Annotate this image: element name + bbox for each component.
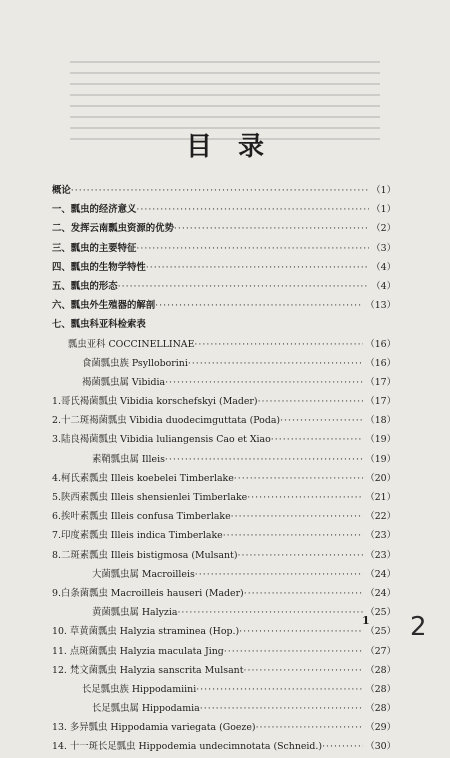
toc-entry-page: （23）	[365, 530, 396, 542]
toc-entry-label: 1.哥氏褐菌瓢虫 Vibidia korschefskyi (Mader)	[52, 396, 258, 408]
toc-entry-label: 食菌瓢虫族 Psylloborini	[82, 357, 188, 369]
dot-leader	[322, 741, 363, 752]
toc-entry	[52, 374, 396, 393]
toc-entry-label: 三、瓢虫的主要特征	[52, 242, 137, 254]
toc-entry-label: 13. 多异瓢虫 Hippodamia variegata (Goeze)	[52, 722, 256, 734]
toc-entry-label: 12. 梵文菌瓢虫 Halyzia sanscrita Mulsant	[52, 664, 244, 676]
toc-entry-label: 4.柯氏素瓢虫 Illeis koebelei Timberlake	[52, 472, 234, 484]
dot-leader	[195, 569, 364, 580]
toc-entry	[52, 604, 396, 623]
toc-entry-label: 五、瓢虫的形态	[52, 280, 118, 292]
dot-leader	[71, 185, 370, 196]
dot-leader	[155, 300, 363, 311]
toc-entry-page: （20）	[365, 472, 396, 484]
toc-entry	[52, 489, 396, 508]
toc-entry	[52, 412, 396, 431]
toc-entry-page: （3）	[371, 242, 396, 254]
dot-leader	[280, 415, 363, 426]
toc-entry	[52, 278, 396, 297]
toc-entry	[52, 681, 396, 700]
dot-leader	[174, 223, 369, 234]
toc-entry	[52, 508, 396, 527]
handwritten-number: 2	[410, 612, 427, 642]
toc-entry-page: （27）	[365, 645, 396, 657]
toc-entry-page: （4）	[371, 280, 396, 292]
dot-leader	[196, 684, 363, 695]
toc-entry-page: （17）	[365, 396, 396, 408]
toc-entry	[52, 297, 396, 316]
toc-entry-page: （28）	[365, 664, 396, 676]
toc-entry	[52, 355, 396, 374]
toc-entry-label: 黄菌瓢虫属 Halyzia	[92, 607, 178, 619]
toc-entry-page: （30）	[365, 741, 396, 753]
toc-entry	[52, 240, 396, 259]
toc-entry-page: （25）	[365, 626, 396, 638]
toc-entry-page: （19）	[365, 453, 396, 465]
toc-entry-page: （24）	[365, 568, 396, 580]
toc-entry	[52, 585, 396, 604]
toc-entry-label: 七、瓢虫科亚科检索表	[52, 319, 146, 331]
toc-entry	[52, 623, 396, 642]
toc-entry	[52, 259, 396, 278]
toc-entry-page: （1）	[371, 185, 396, 196]
toc-entry-page: （24）	[365, 587, 396, 599]
dot-leader	[243, 665, 363, 676]
toc-entry	[52, 662, 396, 681]
dot-leader	[231, 511, 364, 522]
toc-entry-label: 3.陆良褐菌瓢虫 Vibidia luliangensis Cao et Xiao	[52, 434, 271, 446]
toc-entry-label: 长足瓢虫属 Hippodamia	[92, 703, 200, 715]
dot-leader	[200, 703, 364, 714]
dot-leader	[247, 492, 363, 503]
toc-entry-label: 概论	[52, 185, 71, 196]
toc-entry-page: （29）	[365, 722, 396, 734]
dot-leader	[238, 550, 364, 561]
dot-leader	[146, 262, 370, 273]
toc-entry-label: 2.十二斑褐菌瓢虫 Vibidia duodecimguttata (Poda)	[52, 415, 281, 427]
dot-leader	[188, 358, 363, 369]
dot-leader	[224, 646, 364, 657]
toc-entry-page: （28）	[365, 683, 396, 695]
dot-leader	[136, 243, 369, 254]
dot-leader	[258, 396, 364, 407]
toc-entry-label: 11. 点斑菌瓢虫 Halyzia maculata Jing	[52, 645, 224, 657]
toc-entry-label: 14. 十一斑长足瓢虫 Hippodemia undecimnotata (Schneid.)	[52, 741, 323, 753]
toc-entry-page: （22）	[365, 511, 396, 523]
toc-entry	[52, 451, 396, 470]
toc-entry-label: 8.二斑素瓢虫 Illeis bistigmosa (Mulsant)	[52, 549, 238, 561]
toc-entry	[52, 566, 396, 585]
toc-entry-label: 六、瓢虫外生殖器的解剖	[52, 300, 156, 312]
dot-leader	[244, 588, 364, 599]
dot-leader	[136, 204, 369, 215]
toc-entry	[52, 643, 396, 662]
dot-leader	[271, 434, 364, 445]
toc-entry	[52, 220, 396, 239]
toc-entry-page: （19）	[365, 434, 396, 446]
table-of-contents	[52, 182, 396, 758]
dot-leader	[234, 473, 364, 484]
toc-entry-label: 10. 草黄菌瓢虫 Halyzia straminea (Hop.)	[52, 626, 240, 638]
toc-entry-page: （1）	[371, 204, 396, 216]
toc-entry-page: （16）	[365, 338, 396, 350]
toc-entry-page: （21）	[365, 492, 396, 503]
dot-leader	[239, 626, 363, 637]
page-title: 目录	[185, 132, 290, 162]
dot-leader	[256, 722, 364, 733]
dot-leader	[223, 530, 364, 541]
toc-entry-label: 素鞘瓢虫属 Illeis	[92, 453, 165, 465]
dot-leader	[194, 339, 363, 350]
toc-entry-label: 一、瓢虫的经济意义	[52, 204, 137, 216]
toc-entry	[52, 527, 396, 546]
toc-entry	[52, 201, 396, 220]
toc-entry-label: 长足瓢虫族 Hippodamiini	[82, 683, 197, 695]
page-number: 1	[362, 614, 370, 627]
dot-leader	[165, 377, 363, 388]
dot-leader	[177, 607, 363, 618]
toc-entry-page: （13）	[365, 300, 396, 312]
toc-entry-page: （17）	[365, 376, 396, 388]
toc-entry	[52, 470, 396, 489]
toc-entry-page: （23）	[365, 549, 396, 561]
toc-entry-label: 褐菌瓢虫属 Vibidia	[82, 376, 166, 388]
toc-entry-label: 大菌瓢虫属 Macroilleis	[92, 568, 195, 580]
toc-entry-page: （25）	[365, 607, 396, 619]
toc-entry	[52, 547, 396, 566]
toc-entry	[52, 182, 396, 201]
dot-leader	[165, 454, 363, 465]
toc-entry	[52, 431, 396, 450]
toc-entry-label: 瓢虫亚科 COCCINELLINAE	[68, 338, 195, 350]
toc-entry-label: 7.印度素瓢虫 Illeis indica Timberlake	[52, 530, 223, 542]
toc-entry-label: 6.挨叶素瓢虫 Illeis confusa Timberlake	[52, 511, 231, 523]
toc-entry	[52, 738, 396, 757]
toc-entry	[52, 719, 396, 738]
toc-entry-page: （16）	[365, 357, 396, 369]
toc-entry-page: （4）	[371, 261, 396, 273]
toc-entry-label: 9.白条菌瓢虫 Macroilleis hauseri (Mader)	[52, 587, 244, 599]
toc-entry	[52, 700, 396, 719]
toc-entry-page: （28）	[365, 703, 396, 715]
toc-entry-label: 5.陕西素瓢虫 Illeis shensienlei Timberlake	[52, 492, 248, 503]
toc-entry	[52, 316, 396, 335]
toc-entry-page: （18）	[365, 415, 396, 427]
toc-entry-page: （2）	[371, 223, 396, 235]
toc-entry-label: 二、发挥云南瓢虫资源的优势	[52, 223, 174, 235]
toc-entry	[52, 393, 396, 412]
dot-leader	[118, 281, 370, 292]
toc-entry-label: 四、瓢虫的生物学特性	[52, 261, 146, 273]
toc-entry	[52, 336, 396, 355]
